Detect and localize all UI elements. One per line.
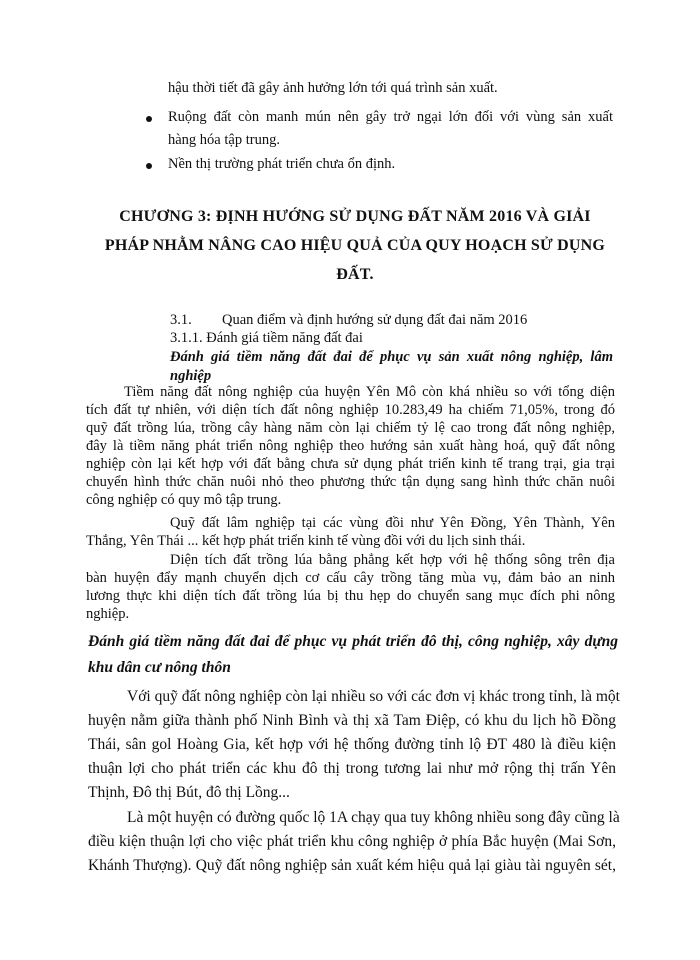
para-industry-line-3: Khánh Thượng). Quỹ đất nông nghiệp sản xuất kém hiệu quả lại giàu tài nguyên sét, [88, 857, 616, 874]
para-industry-line-2: điều kiện thuận lợi cho việc phát triển khu công nghiệp ở phía Bắc huyện (Mai Sơn, [88, 833, 616, 850]
subheading-agri-line-1: Đánh giá tiềm năng đất đai để phục vụ sản xuất nông nghiệp, lâm [170, 349, 613, 365]
para-agri-line-7: công nghiệp có quy mô tập trung. [86, 492, 282, 508]
para-forest-line-1: Quỹ đất lâm nghiệp tại các vùng đồi như Yên Đồng, Yên Thành, Yên [170, 515, 615, 531]
bullet-2-line-1: Nền thị trường phát triển chưa ổn định. [168, 156, 396, 172]
chapter-title-line-2: PHÁP NHẰM NÂNG CAO HIỆU QUẢ CỦA QUY HOẠCH SỬ DỤNG [104, 237, 606, 254]
para-agri-line-3: quỹ đất trồng lúa, trồng cây hàng năm còn lại chiếm tỷ lệ cao trong đất nông nghiệp, [86, 420, 615, 436]
para-urban-line-5: Thịnh, Đô thị Bút, đô thị Lồng... [88, 784, 290, 801]
heading-urban-line-1: Đánh giá tiềm năng đất đai để phục vụ phát triển đô thị, công nghiệp, xây dựng [88, 633, 618, 650]
bullet-dot [146, 116, 152, 122]
bullet-1-line-1: Ruộng đất còn manh mún nên gây trở ngại lớn đối với vùng sản xuất [168, 109, 613, 125]
continued-bullet-line: hậu thời tiết đã gây ảnh hưởng lớn tới quá trình sản xuất. [168, 80, 498, 96]
para-agri-line-6: chuyển hình thức chăn nuôi nhỏ theo phương thức tận dụng sang hình thức chăn nuôi [86, 474, 615, 490]
para-agri-line-2: tích đất tự nhiên, với diện tích đất nông nghiệp 10.283,49 ha chiếm 71,05%, trong đó [86, 402, 615, 418]
chapter-title-line-3: ĐẤT. [336, 266, 374, 283]
section-3-1-number: 3.1. [170, 312, 192, 328]
chapter-title-line-1: CHƯƠNG 3: ĐỊNH HƯỚNG SỬ DỤNG ĐẤT NĂM 2016 VÀ GIẢI [119, 208, 591, 225]
para-urban-line-4: thuận lợi cho phát triển các khu đô thị trong tương lai như mở rộng thị trấn Yên [88, 760, 616, 777]
para-rice-line-2: bàn huyện đẩy mạnh chuyển dịch cơ cấu cây trồng tăng mùa vụ, đảm bảo an ninh [86, 570, 615, 586]
bullet-dot [146, 163, 152, 169]
para-rice-line-4: nghiệp. [86, 606, 130, 622]
para-rice-line-1: Diện tích đất trồng lúa bằng phẳng kết hợp với hệ thống sông trên địa [170, 552, 615, 568]
section-3-1-1-title: 3.1.1. Đánh giá tiềm năng đất đai [170, 330, 363, 346]
subheading-agri-line-2: nghiệp [170, 368, 212, 384]
para-urban-line-1: Với quỹ đất nông nghiệp còn lại nhiều so với các đơn vị khác trong tỉnh, là một [127, 688, 620, 705]
para-agri-line-1: Tiềm năng đất nông nghiệp của huyện Yên Mô còn khá nhiều so với tổng diện [124, 384, 615, 400]
para-urban-line-2: huyện nằm giữa thành phố Ninh Bình và thị xã Tam Điệp, có khu du lịch hồ Đồng [88, 712, 616, 729]
para-industry-line-1: Là một huyện có đường quốc lộ 1A chạy qua tuy không nhiều song đây cũng là [127, 809, 620, 826]
para-agri-line-5: nghiệp còn lại kết hợp với đất bằng chưa sử dụng phát triển kinh tế trang trại, gia trại [86, 456, 615, 472]
para-urban-line-3: Thái, sân gol Hoàng Gia, kết hợp với hệ thống đường tỉnh lộ ĐT 480 là điều kiện [88, 736, 616, 753]
para-forest-line-2: Thắng, Yên Thái ... kết hợp phát triển kinh tế vùng đồi với du lịch sinh thái. [86, 533, 526, 549]
bullet-1-line-2: hàng hóa tập trung. [168, 132, 280, 148]
section-3-1-title: Quan điểm và định hướng sử dụng đất đai năm 2016 [222, 312, 528, 328]
para-rice-line-3: lương thực khi diện tích đất trồng lúa bị thu hẹp do chuyển sang mục đích phi nông [86, 588, 615, 604]
para-agri-line-4: đây là tiềm năng phát triển nông nghiệp theo hướng sản xuất hàng hoá, quỹ đất nông [86, 438, 615, 454]
heading-urban-line-2: khu dân cư nông thôn [88, 659, 231, 676]
